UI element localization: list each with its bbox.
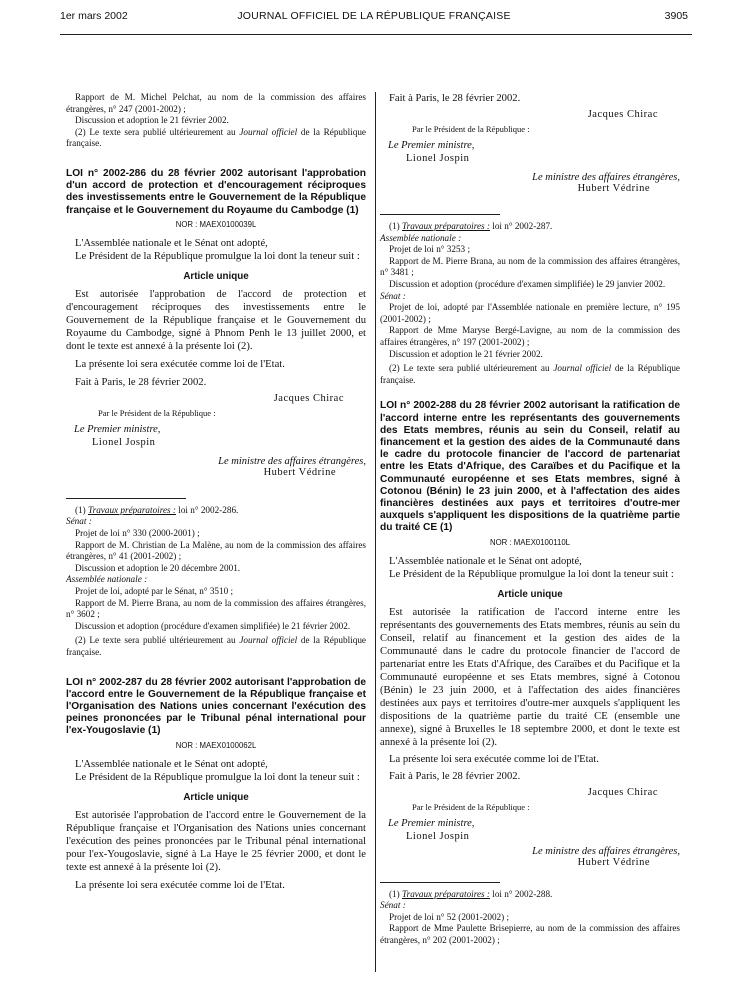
footnote-line: Projet de loi, adopté par le Sénat, n° 3510 ; (75, 585, 234, 596)
loi-286-adopte: L'Assemblée nationale et le Sénat ont adopté, (75, 237, 268, 249)
loi-288-adopte: L'Assemblée nationale et le Sénat ont adopté, (389, 555, 582, 567)
right-column (380, 92, 680, 947)
intro-publication: (2) Le texte sera publié ultérieurement au Journal officiel de la République française. (66, 126, 366, 149)
loi-288-exec: La présente loi sera exécutée comme loi de l'Etat. (389, 753, 599, 765)
loi-288-fait: Fait à Paris, le 28 février 2002. (389, 770, 521, 782)
loi-286-premier-ministre-title: Le Premier ministre, (74, 423, 161, 435)
footnote-line: Discussion et adoption (procédure d'examen simplifiée) le 21 février 2002. (75, 620, 351, 631)
loi-288-footnote-travaux: (1) Travaux préparatoires : loi n° 2002-288. (389, 888, 553, 899)
loi-286-par-le-president: Par le Président de la République : (98, 407, 216, 418)
loi-287-adopte: L'Assemblée nationale et le Sénat ont adopté, (75, 758, 268, 770)
loi-288-premier-ministre-title: Le Premier ministre, (388, 817, 475, 829)
footnote-line: Rapport de M. Pierre Brana, au nom de la commission des affaires étrangères, n° 3481 ; (380, 255, 680, 278)
loi-288-ministre-name: Hubert Védrine (577, 856, 650, 868)
loi-286-ministre-title: Le ministre des affaires étrangères, (218, 455, 366, 467)
loi-286-ministre-name: Hubert Védrine (263, 466, 336, 478)
loi-287-ministre-title: Le ministre des affaires étrangères, (532, 172, 680, 183)
footnote-rule (66, 498, 186, 499)
loi-288-body: Est autorisée la ratification de l'accord interne entre les représentants des gouvernements des Etats membres, réunis au sein du Conseil, relatif au financement et la gestion des aides de la Communauté dans le cadre du protocole financier de l'accord de partenariat entre les Etats d'Afrique, des Caraïbes et du Pacifique et la Communauté européenne et ses Etats membres, signé à Cotonou (Bénin) le 23 juin 2000, et à l'affectation des aides financières destinées aux pays et territoires d'outre-mer auxquels s'appliquent les dispositions de la quatrième partie du traité CE (ensemble une annexe), signé à Bruxelles le 18 septembre 2000, et dont le texte est annexé à la présente loi (2). (380, 606, 680, 748)
footnote-line: Projet de loi, adopté par l'Assemblée nationale en première lecture, n° 195 (2001-2002) ; (380, 302, 680, 324)
loi-288-ministre-title: Le ministre des affaires étrangères, (532, 845, 680, 857)
footnote-line: Discussion et adoption (procédure d'examen simplifiée) le 29 janvier 2002. (389, 278, 666, 289)
footnote-line: Rapport de M. Pierre Brana, au nom de la commission des affaires étrangères, n° 3602 ; (66, 597, 366, 620)
loi-286-body: Est autorisée l'approbation de l'accord de protection et d'encouragement réciproques des investissements entre le Gouvernement de la République française et le Gouvernement du Royaume du Cambodge, signé à Phnom Penh le 13 juillet 2000, et dont le texte est annexé à la présente loi (2). (66, 288, 366, 352)
loi-286-signature-president: Jacques Chirac (273, 392, 344, 404)
loi-287-promulgue: Le Président de la République promulgue la loi dont la teneur suit : (75, 771, 360, 783)
footnote-senat-label: Sénat : (380, 290, 406, 301)
header-rule (60, 34, 692, 35)
loi-288-nor: NOR : MAEX0100110L (489, 537, 571, 547)
footnote-line: Discussion et adoption le 20 décembre 2001. (75, 562, 241, 573)
loi-287-fait: Fait à Paris, le 28 février 2002. (389, 93, 521, 104)
loi-287-signature-president: Jacques Chirac (587, 109, 658, 120)
loi-288-title: LOI n° 2002-288 du 28 février 2002 autorisant la ratification de l'accord interne entre les représentants des gouvernements des Etats membres, réunis au sein du Conseil, relatif au financement et la gestion des aides de la Communauté dans le cadre du protocole financier de l'accord de partenariat entre les Etats d'Afrique, des Caraïbes et du Pacifique et la Communauté européenne et ses Etats membres, signé à Cotonou (Bénin) le 23 juin 2000, et à l'affectation des aides financières destinées aux pays et territoires d'outre-mer auxquels s'appliquent les dispositions de la quatrième partie du traité CE (1) (380, 400, 680, 534)
footnote-line: Rapport de Mme Maryse Bergé-Lavigne, au nom de la commission des affaires étrangères, n° 197 (2001-2002) ; (380, 325, 680, 347)
loi-287-premier-ministre-title: Le Premier ministre, (388, 140, 475, 151)
footnote-line: Rapport de Mme Paulette Brisepierre, au nom de la commission des affaires étrangères, n° 202 (2001-2002) ; (380, 923, 680, 945)
footnote-publication: (2) Le texte sera publié ultérieurement au Journal officiel de la République française. (380, 363, 680, 385)
loi-288-par-le-president: Par le Président de la République : (412, 801, 530, 812)
left-column (66, 92, 366, 892)
loi-286-article-heading: Article unique (183, 270, 249, 282)
loi-286-exec: La présente loi sera exécutée comme loi de l'Etat. (75, 358, 285, 370)
loi-287-title: LOI n° 2002-287 du 28 février 2002 autorisant l'approbation de l'accord entre le Gouvernement de la République française et l'Organisation des Nations unies concernant l'exécution des peines prononcées par le Tribunal pénal international pour l'ex-Yougoslavie (1) (66, 676, 366, 737)
loi-287-ministre-name: Hubert Védrine (577, 183, 650, 194)
loi-286-premier-ministre-name: Lionel Jospin (92, 436, 156, 448)
loi-287-exec: La présente loi sera exécutée comme loi de l'Etat. (75, 879, 285, 891)
loi-288-article-heading: Article unique (497, 588, 563, 600)
page-header (60, 10, 688, 28)
loi-288-premier-ministre-name: Lionel Jospin (406, 830, 470, 842)
loi-287-body: Est autorisée l'approbation de l'accord entre le Gouvernement de la République française et l'Organisation des Nations unies concernant l'exécution des peines prononcées par le Tribunal pénal international pour l'ex-Yougoslavie, signé à La Haye le 25 février 2000, et dont le texte est annexé à la présente loi (2). (66, 809, 366, 873)
loi-288-promulgue: Le Président de la République promulgue la loi dont la teneur suit : (389, 568, 674, 580)
footnote-line: Projet de loi n° 3253 ; (389, 244, 470, 255)
loi-286-title: LOI n° 2002-286 du 28 février 2002 autorisant l'approbation d'un accord de protection et d'encouragement réciproques des investissements entre le Gouvernement de la République française et le Gouvernement du Royaume du Cambodge (1) (66, 167, 366, 216)
loi-287-par-le-president: Par le Président de la République : (412, 124, 530, 134)
footnote-an-label: Assemblée nationale : (66, 574, 148, 585)
header-title: JOURNAL OFFICIEL DE LA RÉPUBLIQUE FRANÇAISE (237, 10, 511, 22)
header-date: 1er mars 2002 (60, 10, 128, 22)
loi-287-nor: NOR : MAEX0100062L (175, 740, 257, 750)
footnote-line: Discussion et adoption le 21 février 2002. (389, 348, 543, 359)
loi-286-promulgue: Le Président de la République promulgue la loi dont la teneur suit : (75, 250, 360, 262)
intro-rapport: Rapport de M. Michel Pelchat, au nom de la commission des affaires étrangères, n° 247 (2001-2002) ; (66, 92, 366, 114)
loi-288-signature-president: Jacques Chirac (587, 786, 658, 798)
intro-discussion: Discussion et adoption le 21 février 2002. (75, 115, 229, 126)
loi-286-fait: Fait à Paris, le 28 février 2002. (75, 376, 207, 388)
footnote-senat-label: Sénat : (380, 900, 406, 911)
loi-286-nor: NOR : MAEX0100039L (175, 219, 257, 229)
loi-287-footnote-travaux: (1) Travaux préparatoires : loi n° 2002-287. (389, 221, 553, 231)
header-page-number: 3905 (664, 10, 688, 22)
column-divider (375, 92, 376, 972)
footnote-rule (380, 882, 500, 883)
footnote-line: Projet de loi n° 330 (2000-2001) ; (75, 527, 200, 538)
footnote-senat-label: Sénat : (66, 516, 92, 527)
footnote-rule (380, 214, 500, 215)
loi-287-article-heading: Article unique (183, 791, 249, 803)
footnote-publication: (2) Le texte sera publié ultérieurement au Journal officiel de la République française. (66, 635, 366, 657)
footnote-line: Projet de loi n° 52 (2001-2002) ; (389, 911, 510, 922)
footnote-line: Rapport de M. Christian de La Malène, au nom de la commission des affaires étrangères, n° 41 (2001-2002) ; (66, 539, 366, 562)
footnote-an-label: Assemblée nationale : (380, 232, 462, 243)
loi-287-premier-ministre-name: Lionel Jospin (406, 153, 470, 164)
loi-286-footnote-travaux: (1) Travaux préparatoires : loi n° 2002-286. (75, 504, 239, 515)
